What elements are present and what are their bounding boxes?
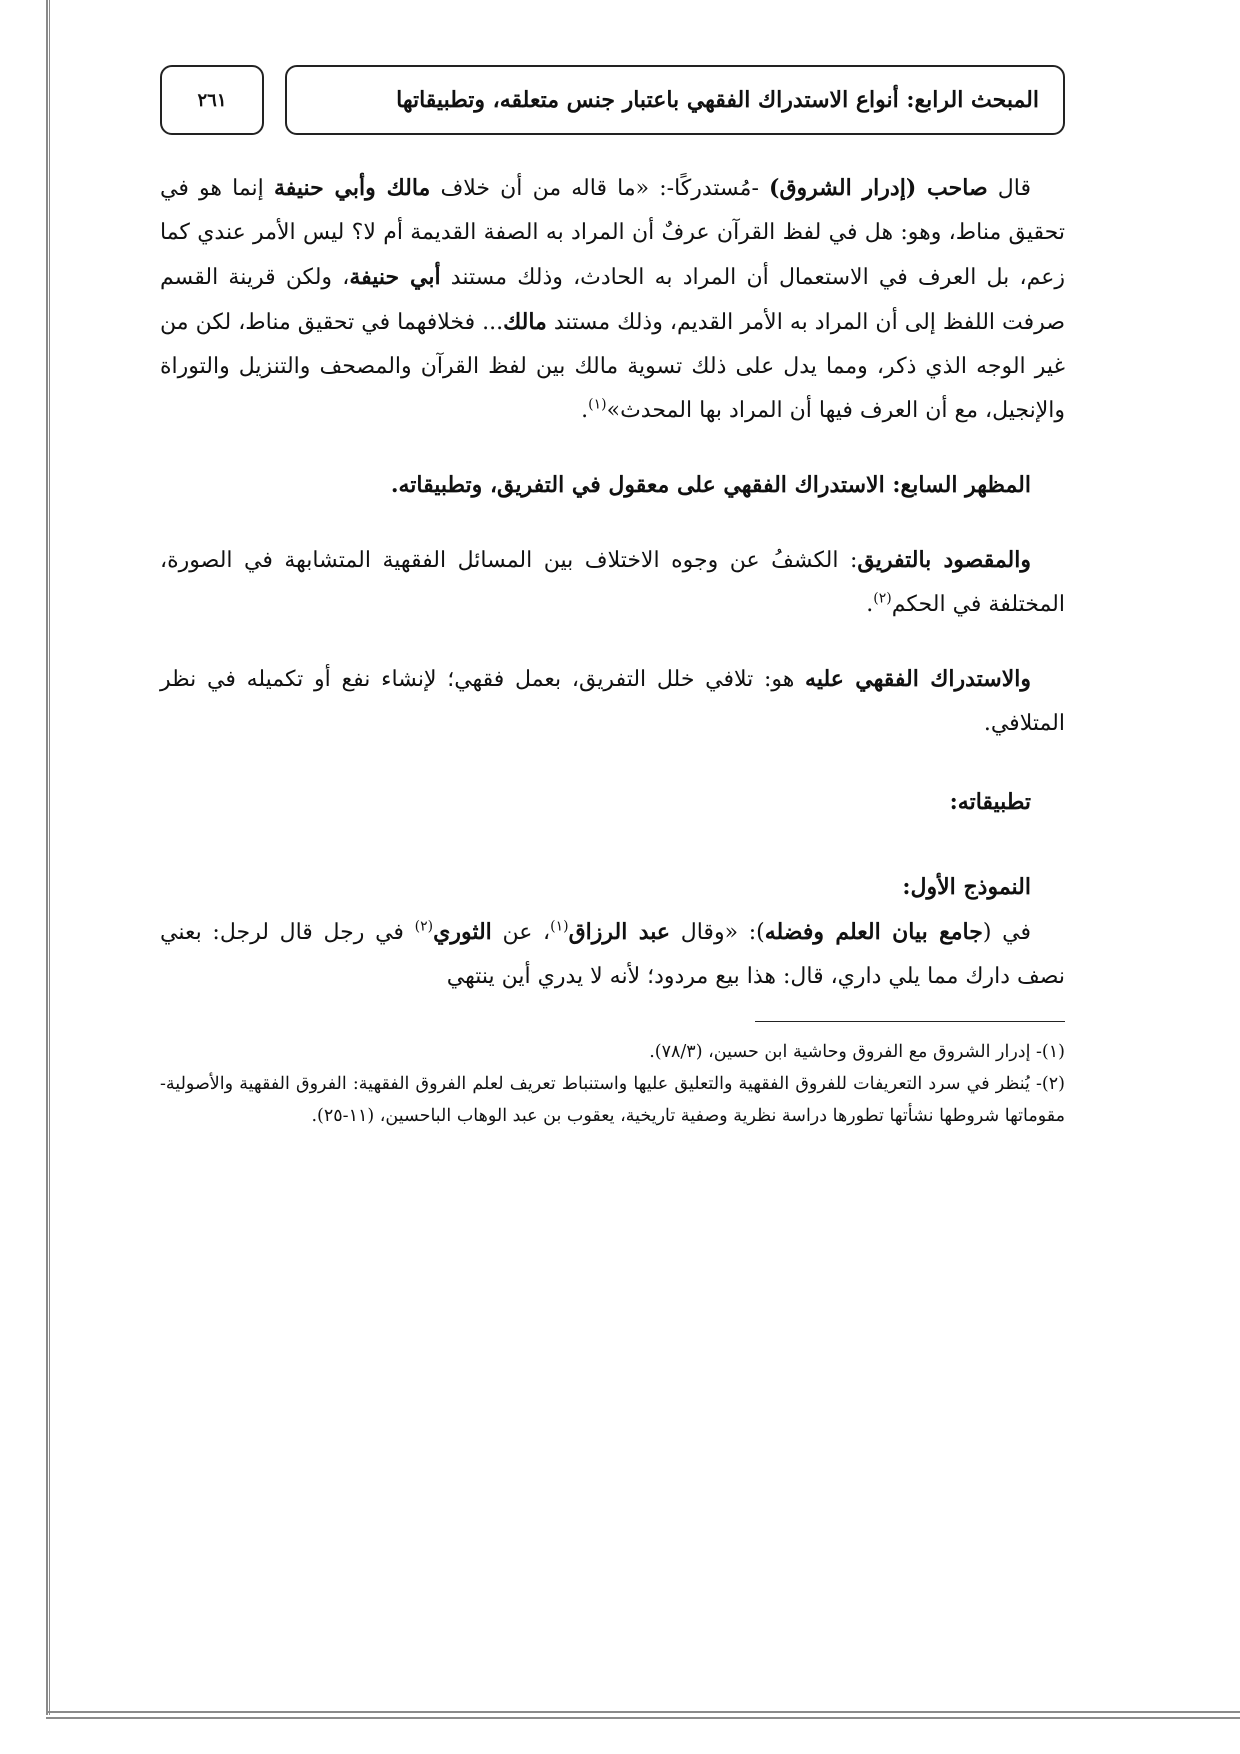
bold-term: أبي حنيفة	[349, 264, 441, 290]
footnote-ref: (٢)	[873, 590, 892, 607]
bold-term: والمقصود بالتفريق	[857, 547, 1031, 573]
text: قال	[987, 176, 1031, 201]
text: ، ولكن قرينة القسم صرفت اللفظ إلى أن المراد به الأمر القديم، وذلك مستند	[160, 265, 1065, 335]
section-heading	[160, 463, 1065, 508]
paragraph-quote-idrar	[160, 166, 1065, 433]
model-heading-text: النموذج الأول:	[902, 874, 1031, 900]
text: .	[581, 398, 589, 423]
bold-term: الثوري	[433, 919, 492, 945]
text: .	[866, 592, 874, 617]
model-heading	[160, 865, 1065, 910]
bold-term: والاستدراك الفقهي عليه	[805, 666, 1031, 692]
text: ، عن	[491, 920, 551, 945]
text: : الكشفُ عن وجوه الاختلاف بين المسائل الفقهية المتشابهة في الصورة، المختلفة في الحكم	[160, 548, 1065, 617]
footnote-separator	[755, 1021, 1065, 1022]
chapter-title: المبحث الرابع: أنواع الاستدراك الفقهي باعتبار جنس متعلقه، وتطبيقاتها	[396, 87, 1039, 113]
bold-term: عبد الرزاق	[568, 919, 671, 945]
page-number: ٢٦١	[197, 89, 227, 111]
text: إنما هو في تحقيق مناط، وهو: هل في لفظ القرآن عرفٌ أن المراد به الصفة القديمة أم لا؟ ليس الأمر عندي كما زعم، بل العرف في الاستعمال أن المراد به الحادث، وذلك مستند	[160, 176, 1065, 290]
bold-term: جامع بيان العلم وفضله	[764, 919, 983, 945]
footnote-ref: (١)	[550, 918, 569, 935]
text: ... فخلافهما في تحقيق مناط، لكن من غير الوجه الذي ذكر، ومما يدل على ذلك تسوية مالك بين لفظ القرآن والمصحف والتنزيل والتوراة والإنجيل، مع أن العرف فيها أن المراد بها المحدث»	[160, 310, 1065, 423]
bold-term: صاحب (إدرار الشروق)	[769, 175, 988, 201]
applications-heading	[160, 780, 1065, 825]
paragraph-definition	[160, 538, 1065, 627]
bold-term: مالك وأبي حنيفة	[273, 175, 431, 201]
footnote-1: (١)- إدرار الشروق مع الفروق وحاشية ابن حسين، (٧٨/٣).	[649, 1042, 1065, 1062]
text: هو: تلافي خلل التفريق، بعمل فقهي؛ لإنشاء نفع أو تكميله في نظر المتلافي.	[160, 667, 1065, 736]
chapter-title-box	[285, 65, 1065, 135]
page-frame-left	[46, 0, 50, 1715]
text: ): «وقال	[670, 920, 765, 945]
text: في رجل قال لرجل: بعني نصف دارك مما يلي داري، قال: هذا بيع مردود؛ لأنه لا يدري أين ينتهي	[160, 920, 1065, 989]
document-page	[160, 60, 1065, 1132]
text: -مُستدركًا-: «ما قاله من أن خلاف	[430, 176, 770, 201]
paragraph-jami	[160, 910, 1065, 999]
footnote-2: (٢)- يُنظر في سرد التعريفات للفروق الفقهية والتعليق عليها واستنباط تعريف لعلم الفروق الفقهية: الفروق الفقهية والأصولية- مقوماتها شروطها نشأتها تطورها دراسة نظرية وصفية تاريخية، يعقوب بن عبد الوهاب الباحسين، (١١-٢٥).	[160, 1074, 1065, 1126]
footnote-ref: (٢)	[414, 918, 434, 935]
section-heading-text: المظهر السابع: الاستدراك الفقهي على معقول في التفريق، وتطبيقاته.	[390, 472, 1031, 498]
page-number-box	[160, 65, 264, 135]
page-frame-bottom	[46, 1711, 1240, 1719]
applications-heading-text: تطبيقاته:	[949, 789, 1031, 815]
paragraph-istidrak	[160, 657, 1065, 746]
running-header	[160, 60, 1065, 140]
text: في (	[982, 920, 1032, 945]
footnotes	[160, 1021, 1065, 1132]
footnote-ref: (١)	[588, 396, 607, 413]
bold-term: مالك	[503, 309, 547, 335]
